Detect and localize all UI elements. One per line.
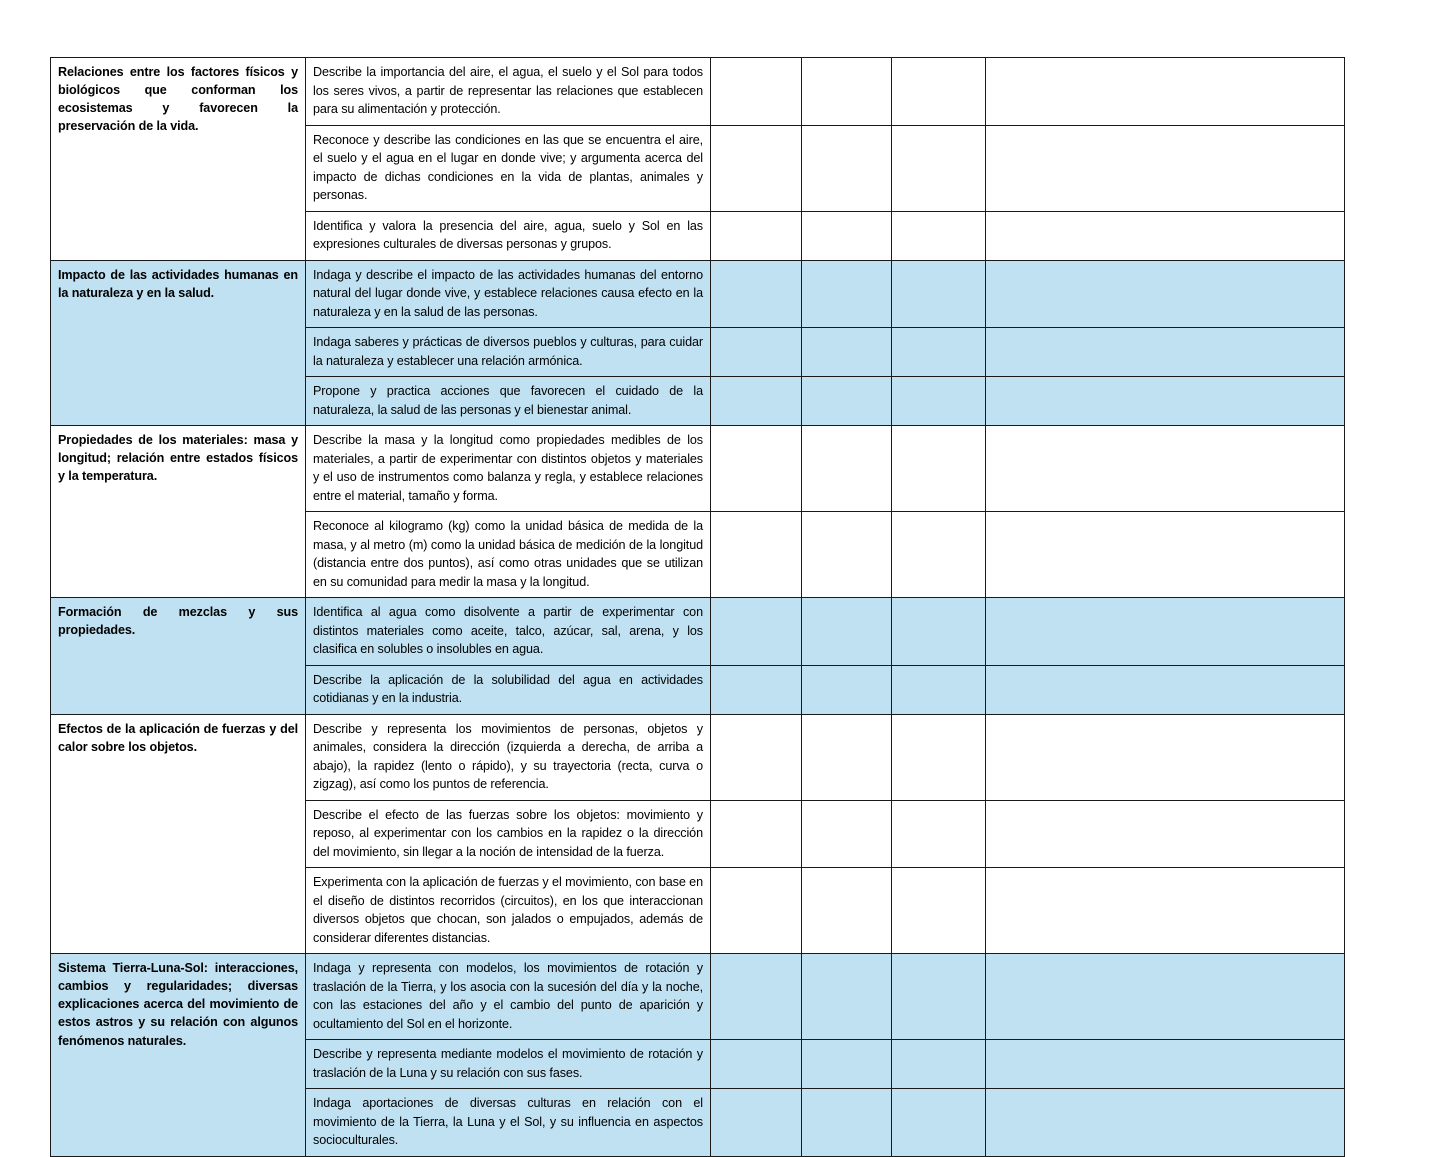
blank-cell-3[interactable]: [892, 512, 986, 598]
learning-process-cell: Indaga aportaciones de diversas culturas en relación con el movimiento de la Tierra, la Luna y el Sol, y su influencia en aspectos socioculturales.: [306, 1089, 711, 1157]
blank-cell-1[interactable]: [711, 598, 802, 666]
blank-cell-3[interactable]: [892, 1040, 986, 1089]
learning-process-cell: Experimenta con la aplicación de fuerzas y el movimiento, con base en el diseño de distintos recorridos (circuitos), en los que interaccionan diversos objetos que chocan, son jalados o empujados, además de considerar diferentes distancias.: [306, 868, 711, 954]
blank-cell-4[interactable]: [986, 800, 1345, 868]
learning-process-cell: Indaga saberes y prácticas de diversos pueblos y culturas, para cuidar la naturaleza y establecer una relación armónica.: [306, 328, 711, 377]
blank-cell-2[interactable]: [802, 1040, 892, 1089]
table-row: [51, 714, 1345, 800]
blank-cell-2[interactable]: [802, 260, 892, 328]
blank-cell-1[interactable]: [711, 328, 802, 377]
blank-cell-3[interactable]: [892, 328, 986, 377]
blank-cell-1[interactable]: [711, 260, 802, 328]
learning-process-cell: Describe y representa los movimientos de personas, objetos y animales, considera la dirección (izquierda a derecha, de arriba a abajo), la rapidez (lento o rápido), y su trayectoria (recta, curva o zigzag), así como los puntos de referencia.: [306, 714, 711, 800]
blank-cell-2[interactable]: [802, 598, 892, 666]
blank-cell-2[interactable]: [802, 211, 892, 260]
table-row: [51, 58, 1345, 126]
blank-cell-3[interactable]: [892, 1089, 986, 1157]
blank-cell-1[interactable]: [711, 665, 802, 714]
learning-process-cell: Reconoce al kilogramo (kg) como la unidad básica de medida de la masa, y al metro (m) como la unidad básica de medición de la longitud (distancia entre dos puntos), así como otras unidades que se utilizan en su comunidad para medir la masa y la longitud.: [306, 512, 711, 598]
blank-cell-2[interactable]: [802, 954, 892, 1040]
learning-process-cell: Indaga y representa con modelos, los movimientos de rotación y traslación de la Tierra, y los asocia con la sucesión del día y la noche, con las estaciones del año y el cambio del punto de aparición y ocultamiento del Sol en el horizonte.: [306, 954, 711, 1040]
blank-cell-1[interactable]: [711, 868, 802, 954]
learning-process-cell: Reconoce y describe las condiciones en las que se encuentra el aire, el suelo y el agua en el lugar en donde vive; y argumenta acerca del impacto de dichas condiciones en la vida de plantas, animales y personas.: [306, 125, 711, 211]
blank-cell-4[interactable]: [986, 58, 1345, 126]
blank-cell-1[interactable]: [711, 377, 802, 426]
blank-cell-4[interactable]: [986, 714, 1345, 800]
blank-cell-4[interactable]: [986, 377, 1345, 426]
blank-cell-2[interactable]: [802, 1089, 892, 1157]
blank-cell-2[interactable]: [802, 426, 892, 512]
table-row: [51, 260, 1345, 328]
learning-process-cell: Describe la aplicación de la solubilidad del agua en actividades cotidianas y en la industria.: [306, 665, 711, 714]
table-row: [51, 598, 1345, 666]
learning-process-cell: Describe y representa mediante modelos el movimiento de rotación y traslación de la Luna y su relación con sus fases.: [306, 1040, 711, 1089]
topic-cell: Efectos de la aplicación de fuerzas y del calor sobre los objetos.: [51, 714, 306, 954]
blank-cell-2[interactable]: [802, 328, 892, 377]
blank-cell-4[interactable]: [986, 125, 1345, 211]
learning-process-cell: Propone y practica acciones que favorecen el cuidado de la naturaleza, la salud de las personas y el bienestar animal.: [306, 377, 711, 426]
blank-cell-3[interactable]: [892, 868, 986, 954]
blank-cell-3[interactable]: [892, 954, 986, 1040]
blank-cell-2[interactable]: [802, 665, 892, 714]
learning-process-cell: Identifica al agua como disolvente a partir de experimentar con distintos materiales como aceite, talco, azúcar, sal, arena, y los clasifica en solubles o insolubles en agua.: [306, 598, 711, 666]
blank-cell-3[interactable]: [892, 714, 986, 800]
blank-cell-2[interactable]: [802, 58, 892, 126]
blank-cell-4[interactable]: [986, 1089, 1345, 1157]
blank-cell-2[interactable]: [802, 800, 892, 868]
blank-cell-1[interactable]: [711, 211, 802, 260]
topic-cell: Impacto de las actividades humanas en la naturaleza y en la salud.: [51, 260, 306, 426]
blank-cell-4[interactable]: [986, 211, 1345, 260]
blank-cell-3[interactable]: [892, 598, 986, 666]
blank-cell-4[interactable]: [986, 512, 1345, 598]
topic-cell: Sistema Tierra-Luna-Sol: interacciones, cambios y regularidades; diversas explicaciones acerca del movimiento de estos astros y su relación con algunos fenómenos naturales.: [51, 954, 306, 1157]
blank-cell-3[interactable]: [892, 260, 986, 328]
blank-cell-1[interactable]: [711, 426, 802, 512]
learning-process-cell: Describe la importancia del aire, el agua, el suelo y el Sol para todos los seres vivos, a partir de representar las relaciones que establecen para su alimentación y protección.: [306, 58, 711, 126]
blank-cell-4[interactable]: [986, 426, 1345, 512]
blank-cell-4[interactable]: [986, 260, 1345, 328]
table-row: [51, 954, 1345, 1040]
blank-cell-2[interactable]: [802, 868, 892, 954]
blank-cell-2[interactable]: [802, 512, 892, 598]
blank-cell-3[interactable]: [892, 800, 986, 868]
blank-cell-4[interactable]: [986, 868, 1345, 954]
blank-cell-1[interactable]: [711, 512, 802, 598]
table-row: [51, 426, 1345, 512]
topic-cell: Formación de mezclas y sus propiedades.: [51, 598, 306, 715]
curriculum-table: [50, 57, 1345, 1157]
blank-cell-1[interactable]: [711, 714, 802, 800]
blank-cell-1[interactable]: [711, 1089, 802, 1157]
blank-cell-2[interactable]: [802, 125, 892, 211]
blank-cell-1[interactable]: [711, 1040, 802, 1089]
blank-cell-3[interactable]: [892, 377, 986, 426]
learning-process-cell: Identifica y valora la presencia del aire, agua, suelo y Sol en las expresiones culturales de diversas personas y grupos.: [306, 211, 711, 260]
blank-cell-4[interactable]: [986, 665, 1345, 714]
blank-cell-2[interactable]: [802, 714, 892, 800]
table-body: [51, 58, 1345, 1157]
blank-cell-3[interactable]: [892, 58, 986, 126]
learning-process-cell: Describe la masa y la longitud como propiedades medibles de los materiales, a partir de experimentar con distintos objetos y materiales y el uso de instrumentos como balanza y regla, y establece relaciones entre el material, tamaño y forma.: [306, 426, 711, 512]
topic-cell: Propiedades de los materiales: masa y longitud; relación entre estados físicos y la temperatura.: [51, 426, 306, 598]
blank-cell-4[interactable]: [986, 1040, 1345, 1089]
learning-process-cell: Describe el efecto de las fuerzas sobre los objetos: movimiento y reposo, al experimentar con los cambios en la rapidez o la dirección del movimiento, sin llegar a la noción de intensidad de la fuerza.: [306, 800, 711, 868]
blank-cell-1[interactable]: [711, 954, 802, 1040]
blank-cell-4[interactable]: [986, 954, 1345, 1040]
blank-cell-1[interactable]: [711, 58, 802, 126]
blank-cell-1[interactable]: [711, 800, 802, 868]
blank-cell-1[interactable]: [711, 125, 802, 211]
blank-cell-3[interactable]: [892, 426, 986, 512]
learning-process-cell: Indaga y describe el impacto de las actividades humanas del entorno natural del lugar donde vive, y establece relaciones causa efecto en la naturaleza y en la salud de las personas.: [306, 260, 711, 328]
blank-cell-4[interactable]: [986, 328, 1345, 377]
blank-cell-3[interactable]: [892, 211, 986, 260]
topic-cell: Relaciones entre los factores físicos y biológicos que conforman los ecosistemas y favorecen la preservación de la vida.: [51, 58, 306, 261]
blank-cell-3[interactable]: [892, 665, 986, 714]
blank-cell-3[interactable]: [892, 125, 986, 211]
blank-cell-4[interactable]: [986, 598, 1345, 666]
blank-cell-2[interactable]: [802, 377, 892, 426]
